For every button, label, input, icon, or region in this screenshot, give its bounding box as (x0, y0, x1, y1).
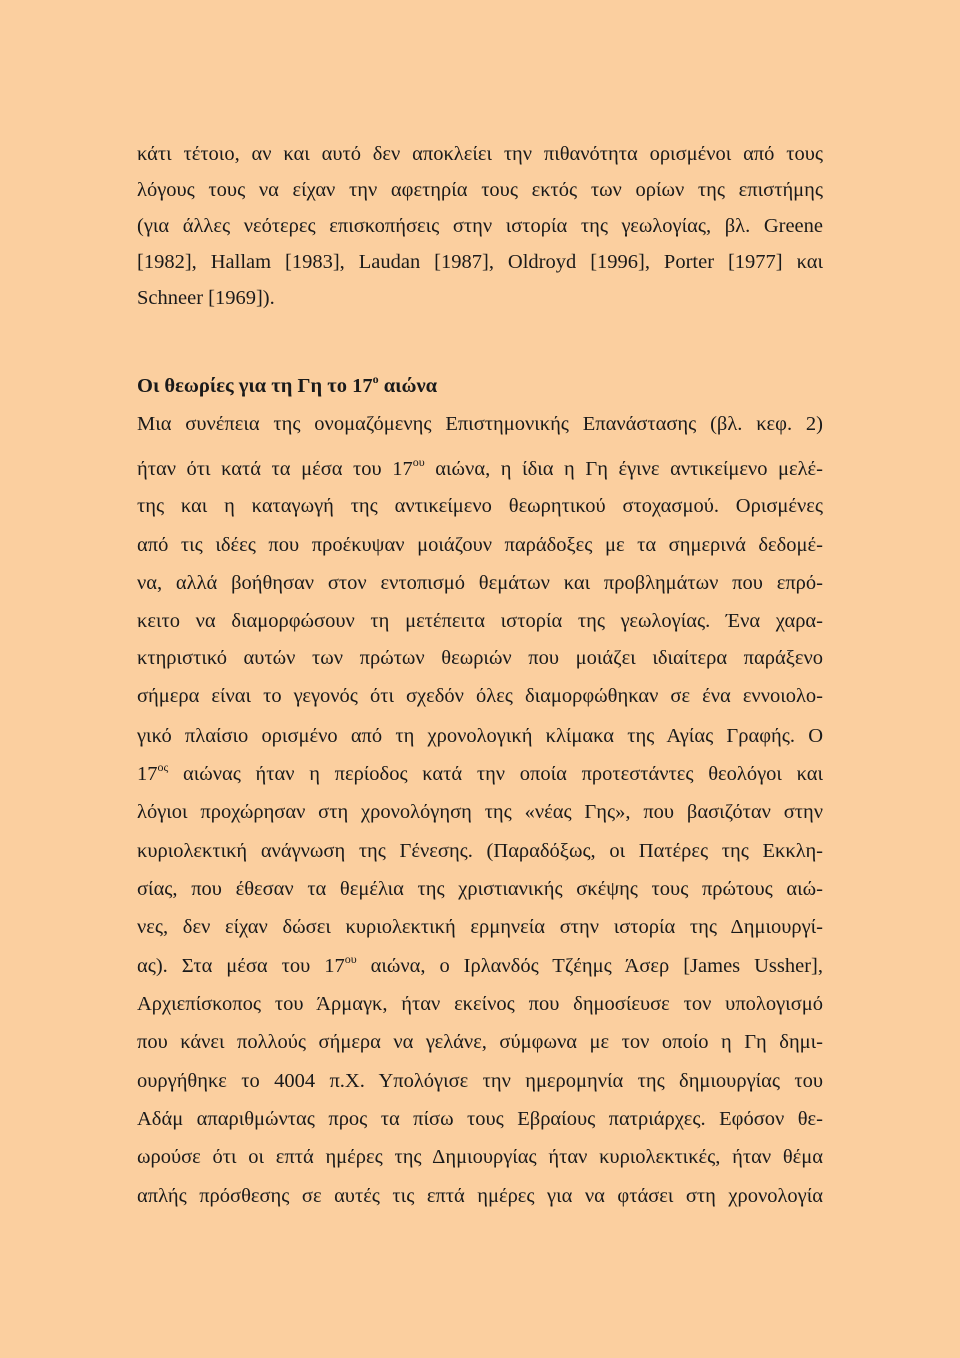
text-line: λόγους τους να είχαν την αφετηρία τους εκτός των ορίων της επιστήμης (137, 179, 823, 201)
superscript: ος (157, 760, 169, 774)
text-line: να, αλλά βοήθησαν στον εντοπισμό θεμάτων και προβλημάτων που επρό- (137, 572, 823, 594)
text-segment: 17 (137, 763, 158, 785)
superscript: ου (344, 952, 357, 966)
text-line: ουργήθηκε το 4004 π.Χ. Υπολόγισε την ημερομηνία της δημιουργίας του (137, 1070, 823, 1092)
text-line: απλής πρόσθεσης σε αυτές τις επτά ημέρες για να φτάσει στη χρονολογία (137, 1185, 823, 1207)
text-line (137, 457, 823, 481)
text-line: Αρχιεπίσκοπος του Άρμαγκ, ήταν εκείνος που δημοσίευσε τον υπολογισμό (137, 993, 823, 1015)
heading-text-end: αιώνα (378, 375, 438, 397)
text-line: [1982], Hallam [1983], Laudan [1987], Oldroyd [1996], Porter [1977] και (137, 251, 823, 273)
text-segment: αιώνας ήταν η περίοδος κατά την οποία προτεστάντες θεολόγοι και (168, 763, 823, 785)
text-line: Αδάμ απαριθμώντας προς τα πίσω τους Εβραίους πατριάρχες. Εφόσον θε- (137, 1108, 823, 1130)
text-line: κτηριστικό αυτών των πρώτων θεωριών που μοιάζει ιδιαίτερα παράξενο (137, 647, 823, 669)
text-segment: ήταν ότι κατά τα μέσα του 17 (137, 458, 413, 480)
text-line: νες, δεν είχαν δώσει κυριολεκτική ερμηνεία στην ιστορία της Δημιουργί- (137, 916, 823, 938)
text-line: γικό πλαίσιο ορισμένο από τη χρονολογική κλίμακα της Αγίας Γραφής. Ο (137, 725, 823, 747)
heading-text: Οι θεωρίες για τη Γη το 17 (137, 375, 373, 397)
text-line (137, 954, 823, 978)
section-heading (137, 374, 823, 398)
text-line: Μια συνέπεια της ονομαζόμενης Επιστημονικής Επανάστασης (βλ. κεφ. 2) (137, 413, 823, 435)
text-segment: ας). Στα μέσα του 17 (137, 955, 345, 977)
text-line: (για άλλες νεότερες επισκοπήσεις στην ιστορία της γεωλογίας, βλ. Greene (137, 215, 823, 237)
text-line: που κάνει πολλούς σήμερα να γελάνε, σύμφωνα με τον οποίο η Γη δημι- (137, 1031, 823, 1053)
text-line: Schneer [1969]). (137, 287, 275, 309)
text-segment: αιώνα, η ίδια η Γη έγινε αντικείμενο μελέ- (424, 458, 823, 480)
text-line: ωρούσε ότι οι επτά ημέρες της Δημιουργίας ήταν κυριολεκτικές, ήταν θέμα (137, 1146, 823, 1168)
text-line: από τις ιδέες που προέκυψαν μοιάζουν παράδοξες με τα σημερινά δεδομέ- (137, 534, 823, 556)
text-segment: αιώνα, ο Ιρλανδός Τζέημς Άσερ [James Ussher], (356, 955, 823, 977)
text-line: της και η καταγωγή της αντικείμενο θεωρητικού στοχασμού. Ορισμένες (137, 495, 823, 517)
text-line: σίας, που έθεσαν τα θεμέλια της χριστιανικής σκέψης τους πρώτους αιώ- (137, 878, 823, 900)
text-line (137, 762, 823, 786)
heading-superscript: ο (372, 372, 379, 386)
text-line: κειτο να διαμορφώσουν τη μετέπειτα ιστορία της γεωλογίας. Ένα χαρα- (137, 610, 823, 632)
superscript: ου (412, 455, 425, 469)
text-line: κάτι τέτοιο, αν και αυτό δεν αποκλείει την πιθανότητα ορισμένοι από τους (137, 143, 823, 165)
text-line: λόγιοι προχώρησαν στη χρονολόγηση της «νέας Γης», που βασιζόταν στην (137, 801, 823, 823)
text-line: σήμερα είναι το γεγονός ότι σχεδόν όλες διαμορφώθηκαν σε ένα εννοιολο- (137, 685, 823, 707)
text-line: κυριολεκτική ανάγνωση της Γένεσης. (Παραδόξως, οι Πατέρες της Εκκλη- (137, 840, 823, 862)
